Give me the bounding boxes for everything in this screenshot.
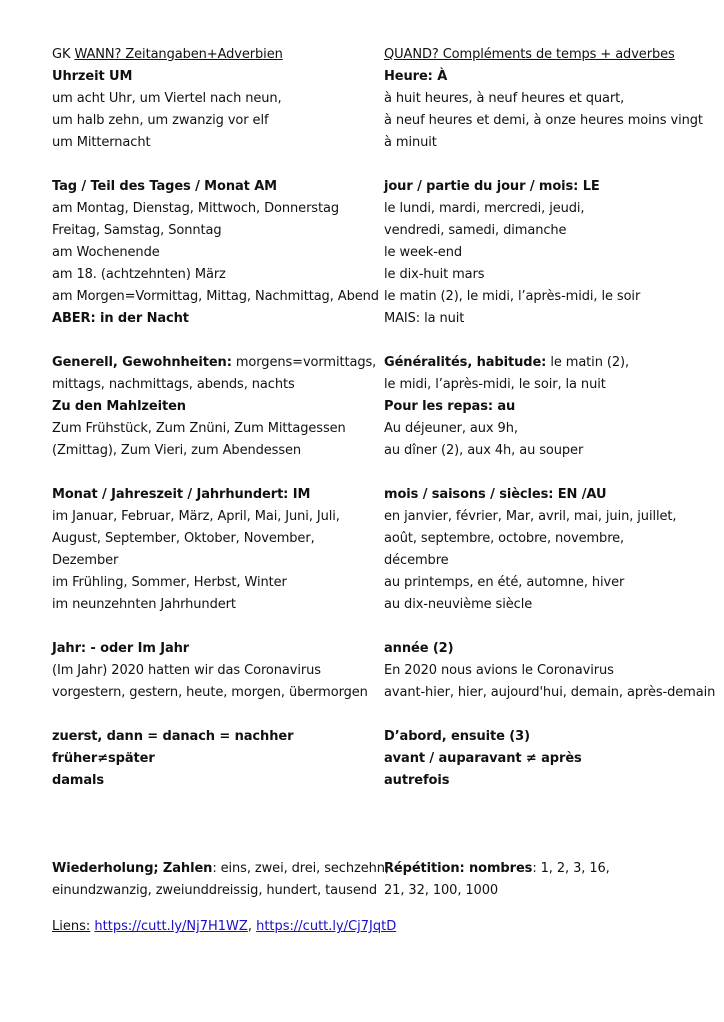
text-line: im Januar, Februar, März, April, Mai, Juni, Juli, <box>52 509 340 524</box>
text-line: le lundi, mardi, mercredi, jeudi, <box>384 201 585 216</box>
text-line: um halb zehn, um zwanzig vor elf <box>52 113 269 128</box>
text-line: im neunzehnten Jahrhundert <box>52 597 236 612</box>
link-separator: , <box>247 919 257 934</box>
section-heading-jahr: Jahr: - oder Im Jahr <box>52 641 190 656</box>
french-column <box>384 44 719 902</box>
text-line: Dezember <box>52 553 119 568</box>
section-heading-heure: Heure: À <box>384 69 448 84</box>
subheading-repas: Pour les repas: au <box>384 399 516 414</box>
section-heading-generell: Generell, Gewohnheiten: morgens=vormittags, <box>52 355 377 370</box>
section-heading-jour: jour / partie du jour / mois: LE <box>384 179 600 194</box>
section-heading-mois: mois / saisons / siècles: EN /AU <box>384 487 607 502</box>
links-line <box>52 916 396 938</box>
french-title: QUAND? Compléments de temps + adverbes <box>384 47 675 62</box>
text-line: au dix-neuvième siècle <box>384 597 533 612</box>
section-heading-repetition: Répétition: nombres: 1, 2, 3, 16, <box>384 861 610 876</box>
text-line: le week-end <box>384 245 462 260</box>
section-heading-tag: Tag / Teil des Tages / Monat AM <box>52 179 278 194</box>
text-line: à minuit <box>384 135 437 150</box>
text-line: um acht Uhr, um Viertel nach neun, <box>52 91 282 106</box>
text-line: Zum Frühstück, Zum Znüni, Zum Mittagessen <box>52 421 346 436</box>
section-heading-annee: année (2) <box>384 641 454 656</box>
text-line: le matin (2), le midi, l’après-midi, le soir <box>384 289 641 304</box>
text-line: am Wochenende <box>52 245 160 260</box>
text-line: 21, 32, 100, 1000 <box>384 883 499 898</box>
section-heading-generalites: Généralités, habitude: le matin (2), <box>384 355 630 370</box>
german-title: GK WANN? Zeitangaben+Adverbien <box>52 47 283 62</box>
section-footer-mais: MAIS: la nuit <box>384 311 465 326</box>
text-line: mittags, nachmittags, abends, nachts <box>52 377 295 392</box>
text-line: vendredi, samedi, dimanche <box>384 223 567 238</box>
text-line: August, September, Oktober, November, <box>52 531 315 546</box>
adverb-line: autrefois <box>384 773 450 788</box>
adverb-line: damals <box>52 773 104 788</box>
link-1[interactable]: https://cutt.ly/Nj7H1WZ <box>94 919 248 934</box>
text-line: au dîner (2), aux 4h, au souper <box>384 443 584 458</box>
text-line: en janvier, février, Mar, avril, mai, juin, juillet, <box>384 509 677 524</box>
text-line: Freitag, Samstag, Sonntag <box>52 223 222 238</box>
adverb-line: avant / auparavant ≠ après <box>384 751 582 766</box>
text-line: au printemps, en été, automne, hiver <box>384 575 625 590</box>
text-line: Au déjeuner, aux 9h, <box>384 421 518 436</box>
text-line: im Frühling, Sommer, Herbst, Winter <box>52 575 287 590</box>
text-line: (Zmittag), Zum Vieri, zum Abendessen <box>52 443 302 458</box>
links-label: Liens: <box>52 919 91 934</box>
text-line: um Mitternacht <box>52 135 151 150</box>
text-line: am Morgen=Vormittag, Mittag, Nachmittag, Abend <box>52 289 379 304</box>
text-line: (Im Jahr) 2020 hatten wir das Coronavirus <box>52 663 321 678</box>
text-line: En 2020 nous avions le Coronavirus <box>384 663 614 678</box>
text-line: à neuf heures et demi, à onze heures moins vingt <box>384 113 703 128</box>
text-line: am 18. (achtzehnten) März <box>52 267 226 282</box>
text-line: décembre <box>384 553 449 568</box>
text-line: le midi, l’après-midi, le soir, la nuit <box>384 377 606 392</box>
text-line: einundzwanzig, zweiunddreissig, hundert, tausend <box>52 883 378 898</box>
text-line: avant-hier, hier, aujourd'hui, demain, après-demain <box>384 685 716 700</box>
text-line: août, septembre, octobre, novembre, <box>384 531 625 546</box>
text-line: à huit heures, à neuf heures et quart, <box>384 91 625 106</box>
subheading-mahlzeiten: Zu den Mahlzeiten <box>52 399 186 414</box>
link-2[interactable]: https://cutt.ly/Cj7JqtD <box>256 919 397 934</box>
adverb-line: zuerst, dann = danach = nachher <box>52 729 294 744</box>
adverb-line: früher≠später <box>52 751 155 766</box>
section-heading-monat: Monat / Jahreszeit / Jahrhundert: IM <box>52 487 311 502</box>
german-column <box>52 44 389 902</box>
adverb-line: D’abord, ensuite (3) <box>384 729 530 744</box>
text-line: vorgestern, gestern, heute, morgen, übermorgen <box>52 685 368 700</box>
section-heading-uhrzeit: Uhrzeit UM <box>52 69 133 84</box>
text-line: le dix-huit mars <box>384 267 485 282</box>
section-heading-wiederholung: Wiederholung; Zahlen: eins, zwei, drei, sechzehn, <box>52 861 389 876</box>
german-title-underlined: WANN? Zeitangaben+Adverbien <box>74 47 283 62</box>
text-line: am Montag, Dienstag, Mittwoch, Donnerstag <box>52 201 339 216</box>
section-footer-aber: ABER: in der Nacht <box>52 311 189 326</box>
